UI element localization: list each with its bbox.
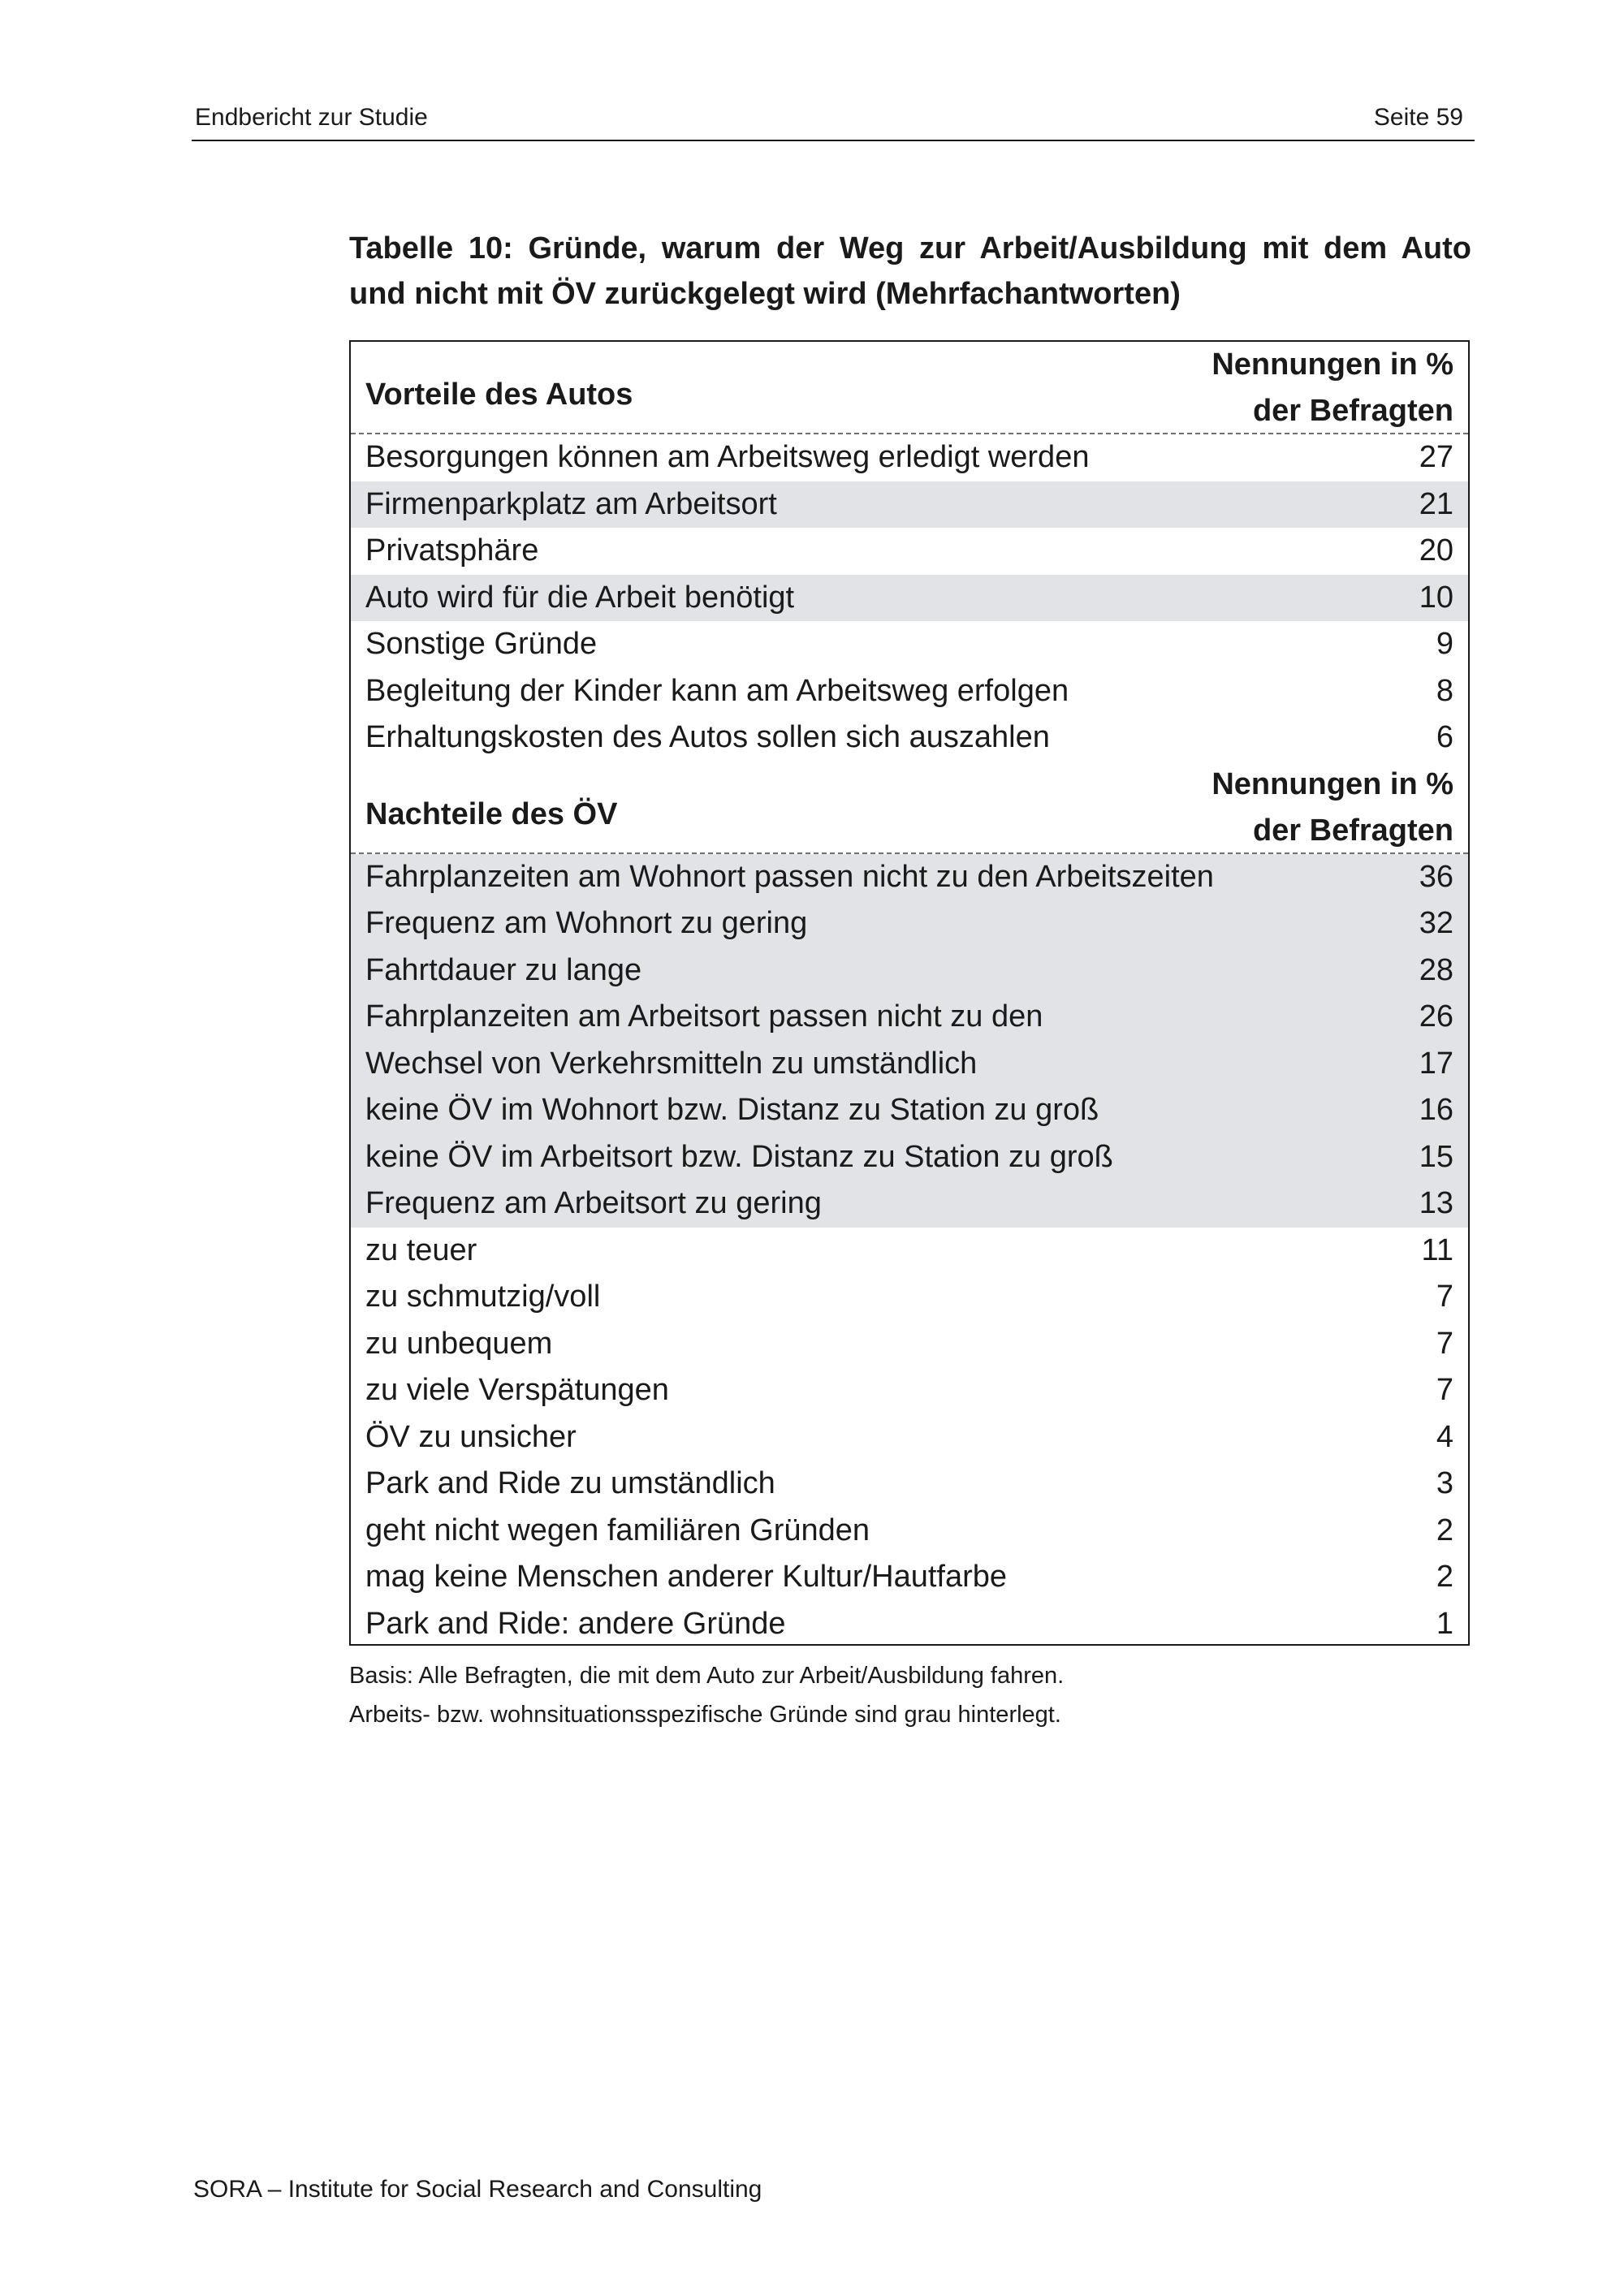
row-value: 36 (1419, 859, 1453, 894)
row-label: zu unbequem (365, 1326, 553, 1361)
section-head-oev (351, 762, 1468, 854)
row-label: zu schmutzig/voll (365, 1280, 601, 1314)
table-row (351, 1134, 1468, 1181)
table-row (351, 1041, 1468, 1088)
row-label: Fahrplanzeiten am Wohnort passen nicht zu den Arbeitszeiten (365, 859, 1214, 894)
row-label: Sonstige Gründe (365, 627, 598, 661)
footnote-basis: Basis: Alle Befragten, die mit dem Auto zur Arbeit/Ausbildung fahren. (349, 1663, 1065, 1689)
row-label: Fahrplanzeiten am Arbeitsort passen nicht zu den (365, 999, 1043, 1034)
row-label: Begleitung der Kinder kann am Arbeitsweg erfolgen (365, 673, 1069, 708)
row-label: ÖV zu unsicher (365, 1419, 577, 1454)
table-caption (349, 226, 1471, 317)
table-footnote (349, 1656, 1064, 1734)
table-row (351, 528, 1468, 575)
caption-line-1: Tabelle 10: Gründe, warum der Weg zur Arbeit/Ausbildung mit dem Auto (349, 231, 1471, 265)
table-row (351, 714, 1468, 762)
table-row (351, 1228, 1468, 1275)
row-value: 28 (1419, 952, 1453, 987)
row-value: 7 (1436, 1280, 1453, 1314)
table-row (351, 994, 1468, 1041)
oev-rows (351, 854, 1468, 1648)
column-header-oev (1212, 762, 1453, 854)
row-label: zu viele Verspätungen (365, 1373, 669, 1407)
row-label: Frequenz am Arbeitsort zu gering (365, 1186, 822, 1220)
row-value: 20 (1419, 533, 1453, 568)
table-row (351, 621, 1468, 668)
row-value: 32 (1419, 906, 1453, 940)
row-label: Privatsphäre (365, 533, 539, 568)
row-value: 7 (1436, 1373, 1453, 1407)
row-value: 1 (1436, 1606, 1453, 1641)
row-value: 16 (1419, 1093, 1453, 1127)
row-value: 27 (1419, 440, 1453, 474)
table-row (351, 1461, 1468, 1508)
auto-rows (351, 434, 1468, 762)
section-head-auto (351, 342, 1468, 434)
table-row (351, 575, 1468, 622)
row-label: mag keine Menschen anderer Kultur/Hautfarbe (365, 1560, 1008, 1594)
row-value: 7 (1436, 1326, 1453, 1361)
running-footer: SORA – Institute for Social Research and Consulting (193, 2176, 762, 2203)
row-label: geht nicht wegen familiären Gründen (365, 1513, 870, 1547)
column-header-line-1: Nennungen in % (1212, 766, 1453, 801)
row-value: 26 (1419, 999, 1453, 1034)
section-title-oev: Nachteile des ÖV (365, 796, 618, 831)
table-row (351, 854, 1468, 901)
running-header (192, 102, 1475, 141)
row-label: zu teuer (365, 1232, 477, 1267)
row-value: 21 (1419, 486, 1453, 521)
table-row (351, 1601, 1468, 1648)
table-row (351, 1554, 1468, 1601)
table-row (351, 1508, 1468, 1555)
row-value: 15 (1419, 1139, 1453, 1174)
table-row (351, 1274, 1468, 1321)
row-label: Park and Ride: andere Gründe (365, 1606, 786, 1641)
row-value: 2 (1436, 1560, 1453, 1594)
row-label: Wechsel von Verkehrsmitteln zu umständlich (365, 1046, 978, 1081)
table-row (351, 1180, 1468, 1228)
column-header-line-2: der Befragten (1252, 813, 1453, 848)
row-label: keine ÖV im Arbeitsort bzw. Distanz zu Station zu groß (365, 1139, 1113, 1174)
table-row (351, 1414, 1468, 1461)
table-row (351, 434, 1468, 481)
table-row (351, 481, 1468, 529)
section-title-auto: Vorteile des Autos (365, 378, 633, 412)
row-value: 10 (1419, 580, 1453, 615)
row-label: keine ÖV im Wohnort bzw. Distanz zu Station zu groß (365, 1093, 1099, 1127)
caption-line-2: und nicht mit ÖV zurückgelegt wird (Mehrfachantworten) (349, 277, 1181, 311)
row-label: Erhaltungskosten des Autos sollen sich auszahlen (365, 720, 1050, 754)
column-header-line-1: Nennungen in % (1212, 347, 1453, 382)
row-value: 9 (1436, 627, 1453, 661)
column-header-line-2: der Befragten (1252, 394, 1453, 428)
row-value: 2 (1436, 1513, 1453, 1547)
reasons-table (349, 340, 1470, 1646)
column-header-auto (1212, 342, 1453, 434)
row-label: Firmenparkplatz am Arbeitsort (365, 486, 777, 521)
row-label: Fahrtdauer zu lange (365, 952, 642, 987)
row-label: Auto wird für die Arbeit benötigt (365, 580, 795, 615)
row-label: Besorgungen können am Arbeitsweg erledigt werden (365, 440, 1090, 474)
row-value: 13 (1419, 1186, 1453, 1220)
row-value: 8 (1436, 673, 1453, 708)
row-value: 4 (1436, 1419, 1453, 1454)
table-row (351, 1367, 1468, 1414)
table-row (351, 1321, 1468, 1368)
table-row (351, 1087, 1468, 1134)
row-value: 17 (1419, 1046, 1453, 1081)
row-value: 3 (1436, 1466, 1453, 1500)
header-report-title: Endbericht zur Studie (195, 104, 428, 131)
table-row (351, 668, 1468, 715)
header-page-number: Seite 59 (1373, 104, 1463, 131)
row-value: 11 (1421, 1232, 1453, 1267)
table-row (351, 900, 1468, 947)
row-value: 6 (1436, 720, 1453, 754)
row-label: Frequenz am Wohnort zu gering (365, 906, 808, 940)
footnote-highlight-note: Arbeits- bzw. wohnsituationsspezifische Gründe sind grau hinterlegt. (349, 1702, 1061, 1728)
table-row (351, 947, 1468, 995)
row-label: Park and Ride zu umständlich (365, 1466, 775, 1500)
